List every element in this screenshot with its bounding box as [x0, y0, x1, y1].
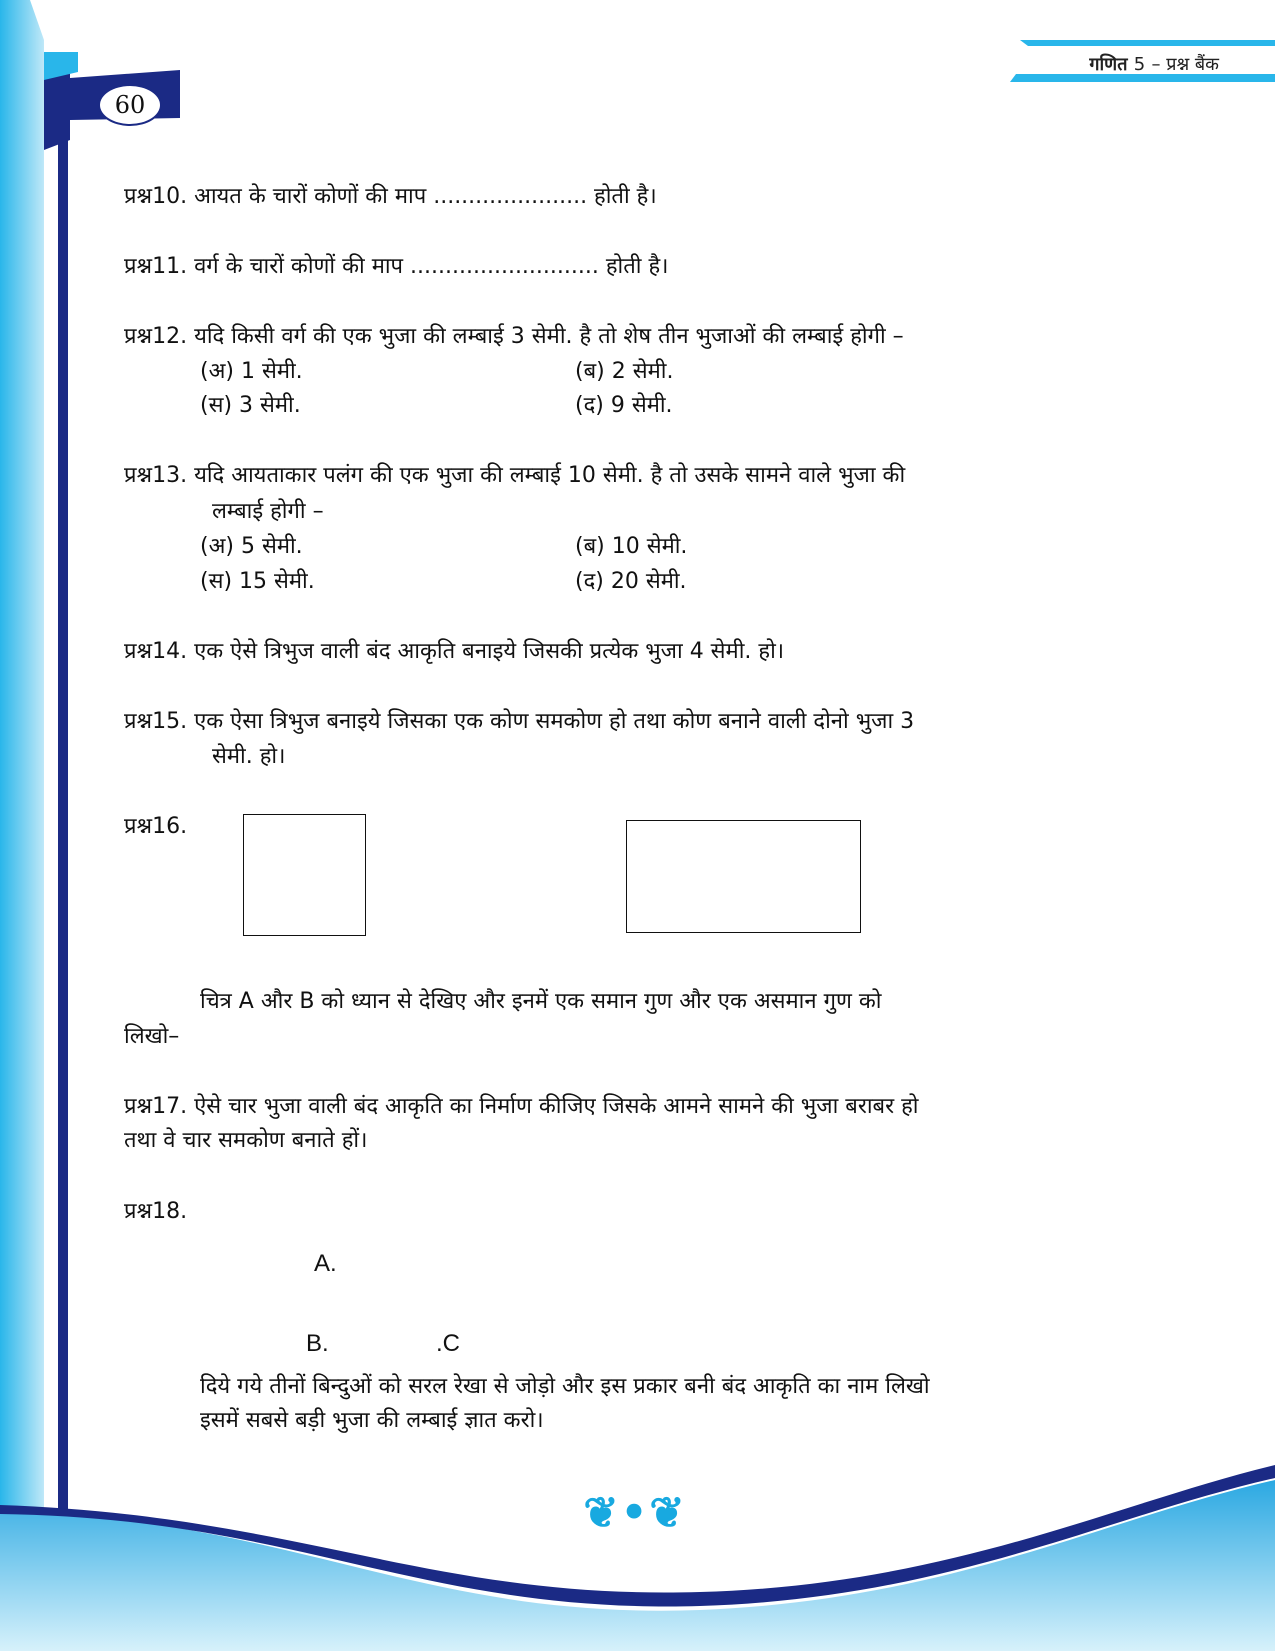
page-header [1089, 52, 1219, 76]
option-a: (अ) 1 सेमी. [200, 359, 303, 384]
question-label: प्रश्न17. [124, 1094, 188, 1119]
point-a: A. [314, 1250, 337, 1277]
question-text: यदि आयताकार पलंग की एक भुजा की लम्बाई 10 सेमी. है तो उसके सामने वाले भुजा की [194, 463, 906, 488]
question-18-line2: इसमें सबसे बड़ी भुजा की लम्बाई ज्ञात करो। [200, 1408, 544, 1433]
question-16-label: प्रश्न16. [124, 814, 188, 839]
question-label: प्रश्न10. [124, 184, 188, 209]
square-figure [243, 814, 366, 936]
question-15 [124, 705, 914, 739]
question-label: प्रश्न13. [124, 463, 188, 488]
question-11 [124, 250, 668, 284]
question-16-text: चित्र A और B को ध्यान से देखिए और इनमें एक समान गुण और एक असमान गुण को [200, 989, 882, 1014]
question-18-label: प्रश्न18. [124, 1199, 188, 1224]
question-label: प्रश्न14. [124, 639, 188, 664]
point-c: .C [436, 1330, 460, 1357]
question-18-text: दिये गये तीनों बिन्दुओं को सरल रेखा से जोड़ो और इस प्रकार बनी बंद आकृति का नाम लिखो [200, 1374, 930, 1399]
header-title: – प्रश्न बैंक [1151, 54, 1219, 75]
question-17-line2: तथा वे चार समकोण बनाते हों। [124, 1128, 368, 1153]
rectangle-figure [626, 820, 861, 933]
question-15-line2: सेमी. हो। [212, 744, 286, 769]
question-12 [124, 320, 904, 354]
option-d: (द) 20 सेमी. [575, 569, 687, 594]
point-b: B. [306, 1330, 329, 1357]
question-text: यदि किसी वर्ग की एक भुजा की लम्बाई 3 सेमी. है तो शेष तीन भुजाओं की लम्बाई होगी – [194, 324, 904, 349]
question-text: वर्ग के चारों कोणों की माप ........................... होती है। [194, 254, 669, 279]
question-text: ऐसे चार भुजा वाली बंद आकृति का निर्माण कीजिए जिसके आमने सामने की भुजा बराबर हो [194, 1094, 919, 1119]
question-14 [124, 635, 784, 669]
question-13 [124, 459, 905, 493]
page-number: 60 [98, 84, 162, 126]
question-label: प्रश्न12. [124, 324, 188, 349]
question-text: एक ऐसे त्रिभुज वाली बंद आकृति बनाइये जिसकी प्रत्येक भुजा 4 सेमी. हो। [194, 639, 785, 664]
option-d: (द) 9 सेमी. [575, 393, 673, 418]
option-b: (ब) 10 सेमी. [575, 534, 688, 559]
option-c: (स) 15 सेमी. [200, 569, 315, 594]
question-label: प्रश्न15. [124, 709, 188, 734]
question-text: आयत के चारों कोणों की माप ...................... होती है। [194, 184, 657, 209]
question-13-line2: लम्बाई होगी – [212, 499, 324, 524]
header-subject: गणित [1089, 54, 1128, 75]
question-text: एक ऐसा त्रिभुज बनाइये जिसका एक कोण समकोण हो तथा कोण बनाने वाली दोनो भुजा 3 [194, 709, 915, 734]
option-c: (स) 3 सेमी. [200, 393, 301, 418]
option-b: (ब) 2 सेमी. [575, 359, 674, 384]
header-class: 5 [1133, 54, 1146, 75]
question-17 [124, 1090, 918, 1124]
ornament-icon: ❦•❦ [583, 1488, 687, 1537]
question-label: प्रश्न11. [124, 254, 188, 279]
question-16-line2: लिखो– [124, 1024, 180, 1049]
question-10 [124, 180, 657, 214]
option-a: (अ) 5 सेमी. [200, 534, 303, 559]
